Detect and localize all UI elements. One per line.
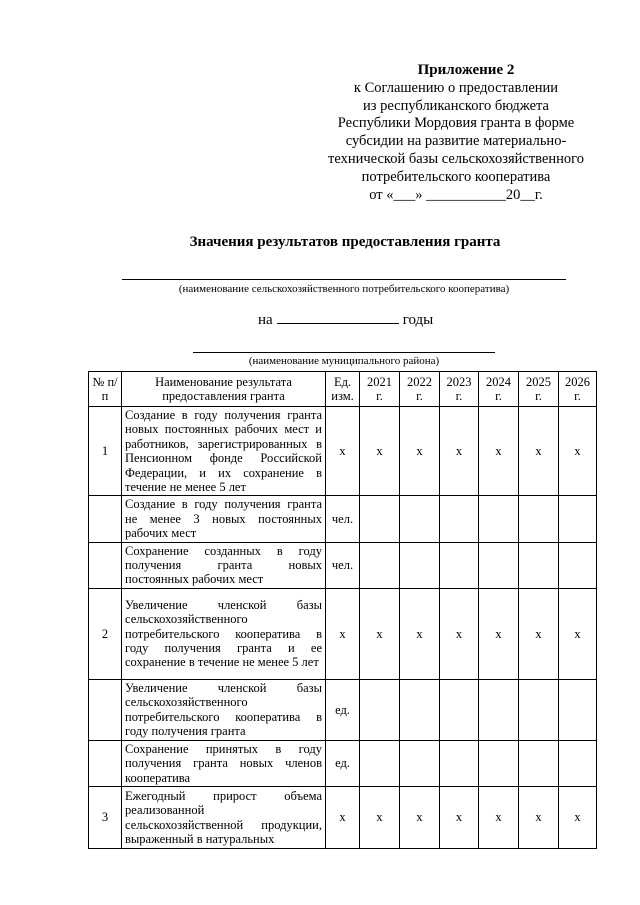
row-value: х — [559, 407, 597, 496]
appendix-line: потребительского кооператива — [361, 168, 551, 185]
header-year: 2023 г. — [440, 372, 479, 407]
table-row — [89, 679, 597, 740]
row-value — [479, 542, 519, 588]
row-value — [519, 679, 559, 740]
row-value — [479, 679, 519, 740]
row-text: Сохранение принятых в году получения гранта новых членов кооператива — [122, 740, 326, 786]
period-blank — [277, 311, 399, 324]
table-row — [89, 787, 597, 849]
row-value: х — [360, 787, 400, 849]
row-value: х — [479, 407, 519, 496]
row-num: 1 — [89, 407, 122, 496]
row-value: х — [519, 407, 559, 496]
table-row — [89, 542, 597, 588]
row-value — [360, 740, 400, 786]
header-year: 2025 г. — [519, 372, 559, 407]
table-row — [89, 588, 597, 679]
row-value: х — [559, 588, 597, 679]
table-row — [89, 496, 597, 542]
row-unit: чел. — [326, 496, 360, 542]
appendix-date-line: от «___» ___________20__г. — [369, 186, 543, 203]
row-unit: х — [326, 787, 360, 849]
row-num — [89, 740, 122, 786]
row-value — [400, 496, 440, 542]
table-row — [89, 740, 597, 786]
row-value — [360, 542, 400, 588]
period-prefix: на — [258, 312, 273, 328]
row-num — [89, 542, 122, 588]
header-year: 2024 г. — [479, 372, 519, 407]
page-title: Значения результатов предоставления гранта — [189, 234, 501, 250]
row-unit: чел. — [326, 542, 360, 588]
row-value — [559, 542, 597, 588]
row-value: х — [479, 787, 519, 849]
row-value — [440, 496, 479, 542]
district-name-caption: (наименование муниципального района) — [248, 355, 440, 367]
header-year: 2022 г. — [400, 372, 440, 407]
row-num — [89, 496, 122, 542]
appendix-line: из республиканского бюджета — [363, 97, 549, 114]
row-value: х — [519, 787, 559, 849]
row-value: х — [360, 407, 400, 496]
row-value — [360, 496, 400, 542]
appendix-line: к Соглашению о предоставлении — [353, 79, 559, 96]
row-value: х — [440, 407, 479, 496]
coop-name-caption: (наименование сельскохозяйственного потребительского кооператива) — [178, 283, 510, 295]
row-value — [400, 542, 440, 588]
row-value: х — [479, 588, 519, 679]
row-unit: х — [326, 588, 360, 679]
row-value — [400, 679, 440, 740]
header-num: № п/п — [89, 372, 122, 407]
row-value: х — [559, 787, 597, 849]
row-value — [519, 496, 559, 542]
row-value — [519, 542, 559, 588]
row-value: х — [400, 787, 440, 849]
header-unit: Ед. изм. — [326, 372, 360, 407]
row-value — [440, 542, 479, 588]
row-value: х — [440, 588, 479, 679]
row-text: Ежегодный прирост объема реализованной сельскохозяйственной продукции, выраженный в натуральных — [122, 787, 326, 849]
row-unit: х — [326, 407, 360, 496]
row-value: х — [400, 407, 440, 496]
period-suffix: годы — [402, 312, 434, 328]
row-num — [89, 679, 122, 740]
row-value: х — [360, 588, 400, 679]
row-value — [479, 496, 519, 542]
row-num: 3 — [89, 787, 122, 849]
period-line — [258, 311, 433, 329]
row-value — [360, 679, 400, 740]
appendix-line: технической базы сельскохозяйственного — [328, 150, 584, 167]
district-name-line — [193, 352, 495, 353]
row-value: х — [400, 588, 440, 679]
row-text: Создание в году получения гранта новых постоянных рабочих мест и работников, зарегистрированных в Пенсионном фонде Российской Федерации, и их сохранение в течение не менее 5 лет — [122, 407, 326, 496]
coop-name-line — [122, 279, 566, 280]
appendix-title: Приложение 2 — [417, 62, 515, 78]
appendix-block — [300, 62, 612, 204]
appendix-line: Республики Мордовия гранта в форме — [337, 115, 575, 132]
row-value — [400, 740, 440, 786]
results-table — [88, 371, 597, 849]
row-text: Увеличение членской базы сельскохозяйственного потребительского кооператива в году получения гранта и ее сохранение в течение не менее 5 лет — [122, 588, 326, 679]
table-row — [89, 407, 597, 496]
header-name: Наименование результата предоставления гранта — [122, 372, 326, 407]
row-value — [559, 740, 597, 786]
header-year: 2026 г. — [559, 372, 597, 407]
row-text: Сохранение созданных в году получения гранта новых постоянных рабочих мест — [122, 542, 326, 588]
row-value — [440, 740, 479, 786]
table-header-row — [89, 372, 597, 407]
row-unit: ед. — [326, 679, 360, 740]
row-value — [559, 496, 597, 542]
row-value: х — [519, 588, 559, 679]
row-value: х — [440, 787, 479, 849]
row-value — [519, 740, 559, 786]
row-value — [479, 740, 519, 786]
row-unit: ед. — [326, 740, 360, 786]
row-value — [440, 679, 479, 740]
row-num: 2 — [89, 588, 122, 679]
appendix-line: субсидии на развитие материально- — [345, 133, 567, 150]
header-year: 2021 г. — [360, 372, 400, 407]
row-text: Создание в году получения гранта не менее 3 новых постоянных рабочих мест — [122, 496, 326, 542]
row-text: Увеличение членской базы сельскохозяйственного потребительского кооператива в году получения гранта — [122, 679, 326, 740]
row-value — [559, 679, 597, 740]
